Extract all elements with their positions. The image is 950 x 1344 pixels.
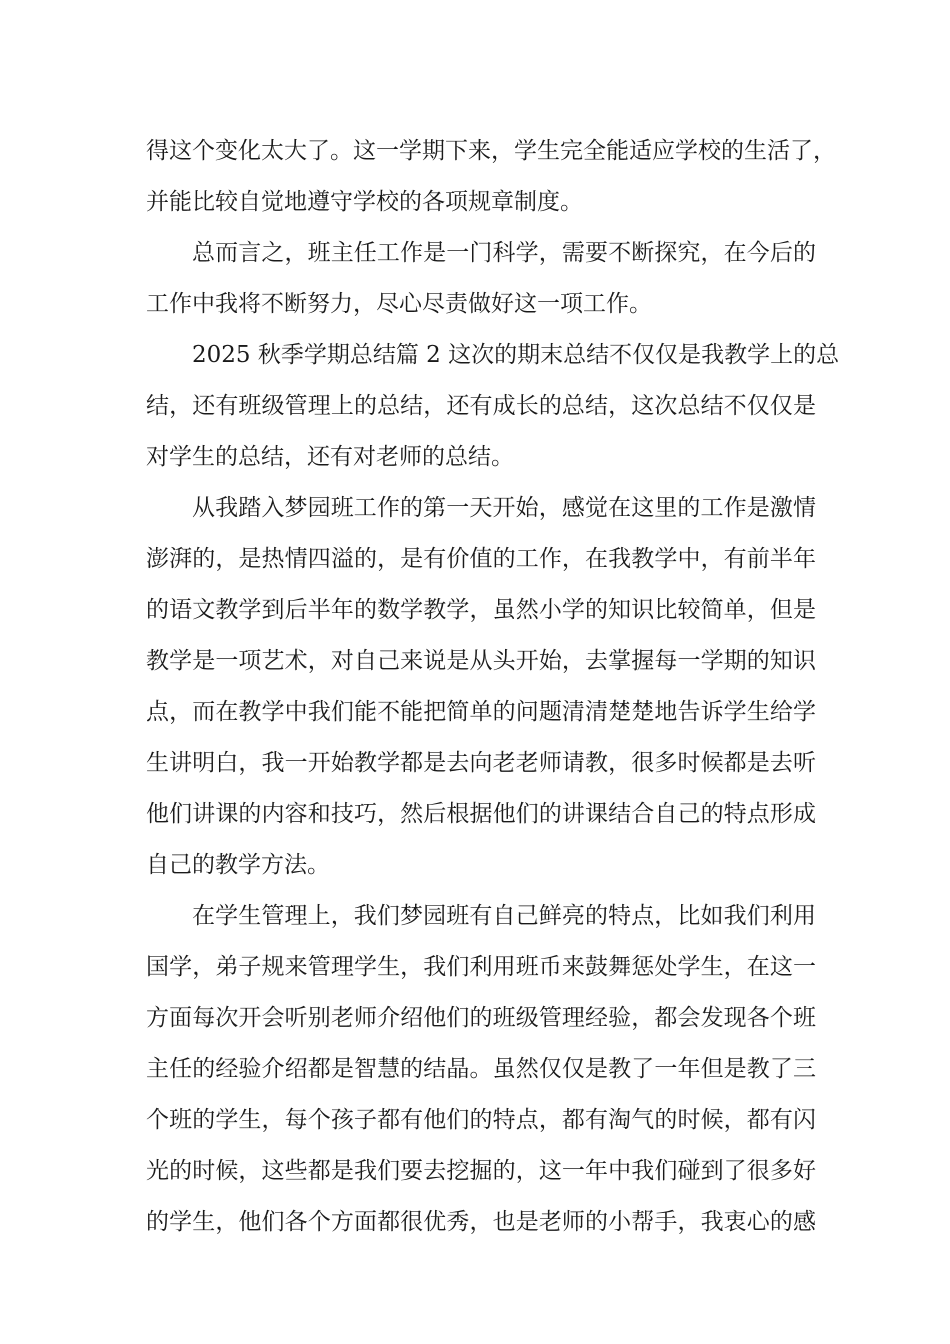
text-line: 他们讲课的内容和技巧，然后根据他们的讲课结合自己的特点形成 <box>146 801 816 827</box>
text-line: 澎湃的，是热情四溢的，是有价值的工作，在我教学中，有前半年 <box>146 546 816 572</box>
text-line: 点，而在教学中我们能不能把简单的问题清清楚楚地告诉学生给学 <box>146 699 816 725</box>
text-line: 从我踏入梦园班工作的第一天开始，感觉在这里的工作是激情 <box>192 495 816 521</box>
text-line: 的学生，他们各个方面都很优秀，也是老师的小帮手，我衷心的感 <box>146 1209 816 1235</box>
text-line: 教学是一项艺术，对自己来说是从头开始，去掌握每一学期的知识 <box>146 648 816 674</box>
text-line: 的语文教学到后半年的数学教学，虽然小学的知识比较简单，但是 <box>146 597 816 623</box>
text-line: 工作中我将不断努力，尽心尽责做好这一项工作。 <box>146 291 652 317</box>
text-line: 2025 秋季学期总结篇 2 这次的期末总结不仅仅是我教学上的总 <box>192 342 840 368</box>
document-body <box>146 128 840 1250</box>
text-line: 结，还有班级管理上的总结，还有成长的总结，这次总结不仅仅是 <box>146 393 816 419</box>
text-line: 得这个变化太大了。这一学期下来，学生完全能适应学校的生活了， <box>146 138 836 164</box>
text-line: 光的时候，这些都是我们要去挖掘的，这一年中我们碰到了很多好 <box>146 1158 816 1184</box>
text-line: 生讲明白，我一开始教学都是去向老老师请教，很多时候都是去听 <box>146 750 816 776</box>
text-line: 主任的经验介绍都是智慧的结晶。虽然仅仅是教了一年但是教了三 <box>146 1056 816 1082</box>
text-line: 方面每次开会听别老师介绍他们的班级管理经验，都会发现各个班 <box>146 1005 816 1031</box>
text-line: 自己的教学方法。 <box>146 852 330 878</box>
text-line: 并能比较自觉地遵守学校的各项规章制度。 <box>146 189 583 215</box>
text-line: 在学生管理上，我们梦园班有自己鲜亮的特点，比如我们利用 <box>192 903 816 929</box>
text-line: 国学，弟子规来管理学生，我们利用班币来鼓舞惩处学生，在这一 <box>146 954 816 980</box>
text-line: 总而言之，班主任工作是一门科学，需要不断探究，在今后的 <box>192 240 816 266</box>
text-line: 对学生的总结，还有对老师的总结。 <box>146 444 514 470</box>
text-line: 个班的学生，每个孩子都有他们的特点，都有淘气的时候，都有闪 <box>146 1107 816 1133</box>
